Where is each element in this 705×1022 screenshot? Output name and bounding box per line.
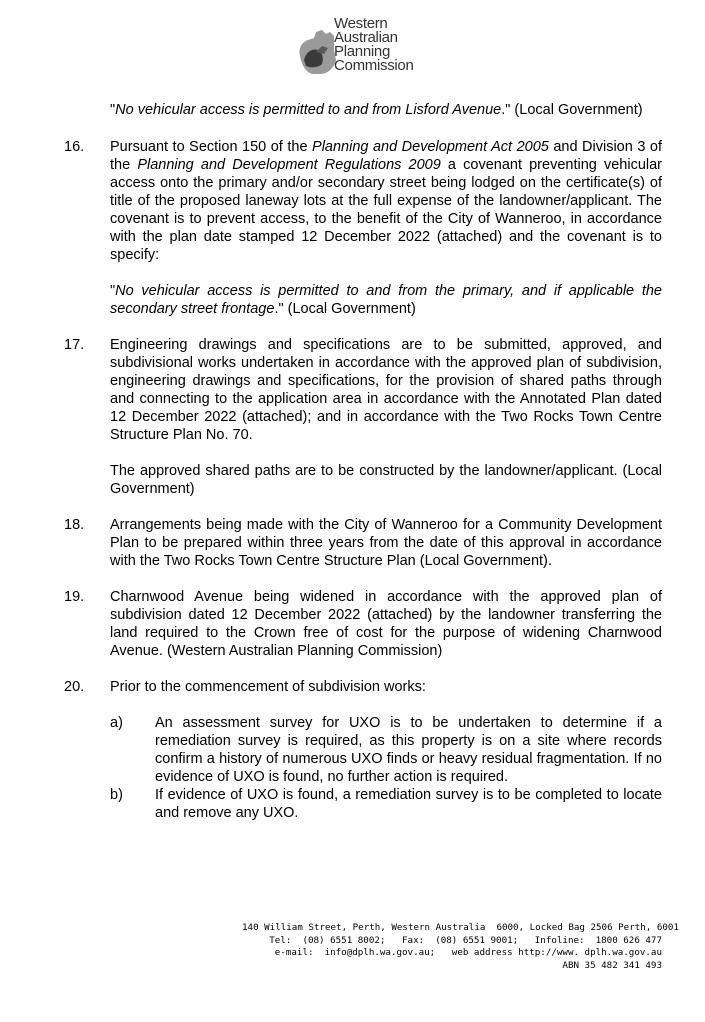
sub-item-letter: b) — [110, 787, 123, 803]
footer-email-web: e-mail: info@dplh.wa.gov.au; web address http://www. dplh.wa.gov.au — [274, 947, 662, 958]
item-18-paragraph: Arrangements being made with the City of Wanneroo for a Community Development Plan to be prepared within three years from the date of this approval in accordance with the Two Rocks Town Centre Structure Plan (Local Government). — [110, 517, 662, 569]
item-16-quote — [110, 282, 662, 318]
item-number: 19. — [64, 589, 85, 605]
text-run: a covenant preventing vehicular access onto the primary and/or secondary street being lodged on the certificate(s) of title of the proposed laneway lots at the full expense of the landowner/applicant. The covenant is to prevent access, to the benefit of the City of Wanneroo, in accordance with the plan date stamped 12 December 2022 (attached) and the covenant is to specify: — [110, 157, 663, 263]
quote-mark: " — [110, 283, 116, 299]
logo-line: Australian — [334, 29, 398, 46]
text-run: Pursuant to Section 150 of the — [110, 139, 313, 155]
address-footer — [242, 922, 679, 972]
quote-source: ." (Local Government) — [501, 102, 643, 118]
wa-map-icon — [294, 16, 338, 78]
text-run: and Division 3 of the — [110, 139, 662, 173]
footer-phone: Tel: (08) 6551 8002; Fax: (08) 6551 9001; Infoline: 1800 626 477 — [269, 934, 662, 946]
act-title: Planning and Development Act 2005 — [312, 139, 549, 155]
item-number: 20. — [64, 679, 85, 695]
quote-source: ." (Local Government) — [274, 301, 416, 317]
sub-item-text: An assessment survey for UXO is to be undertaken to determine if a remediation survey is required, as this property is on a site where records confirm a history of numerous UXO finds or heavy residual fragmentation. If no evidence of UXO is found, no further action is required. — [155, 715, 662, 785]
sub-item-text: If evidence of UXO is found, a remediation survey is to be completed to locate and remove any UXO. — [155, 787, 662, 821]
quote-text: No vehicular access is permitted to and from Lisford Avenue — [115, 102, 502, 118]
logo-line: Commission — [334, 57, 414, 74]
item-19-paragraph: Charnwood Avenue being widened in accordance with the approved plan of subdivision dated 12 December 2022 (attached) by the landowner transferring the land required to the Crown free of cost for the purpose of widening Charnwood Avenue. (Western Australian Planning Commission) — [110, 589, 662, 659]
item-number: 16. — [64, 139, 85, 155]
footer-address: 140 William Street, Perth, Western Australia 6000, Locked Bag 2506 Perth, 6001 — [242, 922, 679, 933]
item-17-paragraph: Engineering drawings and specifications are to be submitted, approved, and subdivisional works undertaken in accordance with the approved plan of subdivision, engineering drawings and specifications, for the provision of shared paths through and connecting to the application area in accordance with the Annotated Plan dated 12 December 2022 (attached); and in accordance with the Two Rocks Town Centre Structure Plan No. 70. — [110, 337, 662, 443]
wapc-logo — [294, 16, 434, 78]
intro-quote — [110, 101, 662, 119]
item-number: 18. — [64, 517, 85, 533]
logo-line: Western — [334, 15, 388, 32]
item-17-note: The approved shared paths are to be constructed by the landowner/applicant. (Local Government) — [110, 463, 662, 497]
item-number: 17. — [64, 337, 85, 353]
item-16-paragraph — [110, 138, 662, 264]
footer-abn: ABN 35 482 341 493 — [562, 959, 662, 971]
item-20-paragraph: Prior to the commencement of subdivision works: — [110, 679, 426, 695]
sub-item-letter: a) — [110, 715, 123, 731]
logo-line: Planning — [334, 43, 390, 60]
regulations-title: Planning and Development Regulations 2009 — [137, 157, 441, 173]
quote-text: No vehicular access is permitted to and from the primary, and if applicable the secondary street frontage — [110, 283, 662, 317]
quote-mark: " — [110, 102, 116, 118]
